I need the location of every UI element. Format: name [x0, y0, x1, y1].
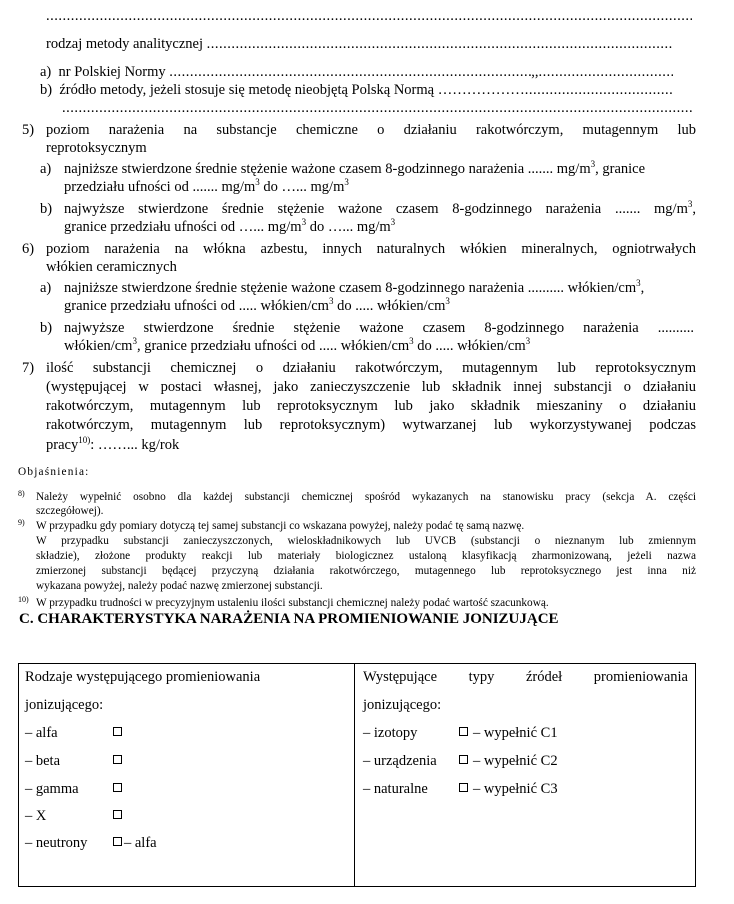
radiation-beta-label: – beta	[25, 753, 61, 769]
ellipsis: ………………	[437, 82, 525, 98]
fn10-line1: W przypadku trudności w precyzyjnym ustaleniu ilości substancji chemicznej należy podać wartość szacunkową.	[36, 597, 549, 609]
radiation-alfa-checkbox[interactable]	[113, 727, 122, 736]
source-izotopy-action: – wypełnić C1	[473, 725, 558, 741]
fn9-line3: składzie), złożone produkty reakcji lub materiały biologicznez ustaloną klasyfikacją zharmonizowaną, jeżeli nazwa	[36, 550, 696, 562]
left-header-line1: Rodzaje występującego promieniowania	[25, 669, 261, 685]
table-divider	[354, 663, 355, 887]
source-urzadzenia-checkbox[interactable]	[459, 755, 468, 764]
radiation-alfa-label: – alfa	[25, 725, 58, 741]
item5-a-line1: najniższe stwierdzone średnie stężenie ważone czasem 8-godzinnego narażenia ....... $mg/m^3$, granice	[64, 159, 646, 177]
radiation-gamma-label: – gamma	[25, 781, 79, 797]
item7-number: 7)	[22, 360, 35, 376]
right-header-line1: Występujące typy źródeł promieniowania	[363, 669, 688, 685]
item7-line2: (występującej w postaci własnej, jako zanieczyszczenie lub składnik innej substancji o działaniu	[46, 379, 696, 395]
item5-number: 5)	[22, 122, 35, 138]
radiation-x-row	[25, 807, 46, 825]
item5-b-line1: najwyższe stwierdzone średnie stężenie ważone czasem 8-godzinnego narażenia ....... $mg/m^3$,	[64, 199, 696, 217]
item7-line4: rakotwórczym, mutagennym lub reprotoksycznym) wytwarzanej lub wykorzystywanej podczas	[46, 417, 696, 433]
radiation-gamma-row	[25, 780, 79, 798]
radiation-x-label: – X	[25, 808, 47, 824]
separator: ,,	[531, 64, 539, 80]
radiation-table	[18, 663, 696, 887]
item6-line2: włókien ceramicznych	[46, 259, 177, 275]
fn9-marker: 9)	[18, 518, 25, 527]
item5-line1: poziom narażenia na substancje chemiczne o działaniu rakotwórczym, mutagennym lub	[46, 122, 696, 138]
item6-number: 6)	[22, 241, 35, 257]
fn9-line5: wykazana powyżej, należy podać nazwę zmierzonej substancji.	[36, 580, 323, 592]
radiation-beta-row	[25, 752, 60, 770]
fn9-line1: W przypadku gdy pomiary dotyczą tej samej substancji co wskazana powyżej, należy podać tę samą nazwę.	[36, 520, 525, 532]
source-naturalne-checkbox[interactable]	[459, 783, 468, 792]
item5-b-line2: granice przedziału ufności od …... $mg/m^3$ do …... $mg/m^3$	[64, 217, 396, 235]
item6-b-marker: b)	[40, 320, 53, 336]
item5-a-marker: a)	[40, 161, 52, 177]
marker-b: b)	[40, 82, 53, 98]
fn8-line1: Należy wypełnić osobno dla każdej substancji chemicznej spośród wykazanych na stanowisku pracy (sekcja A. części	[36, 491, 696, 503]
marker-a: a)	[40, 64, 52, 80]
analytic-method-label: rodzaj metody analitycznej	[46, 36, 204, 52]
fn8-line2: szczegółowej).	[36, 505, 104, 517]
dotted-line-top	[46, 7, 692, 25]
item6-b-line1: najwyższe stwierdzone średnie stężenie ważone czasem 8-godzinnego narażenia ..........	[64, 320, 694, 336]
radiation-gamma-checkbox[interactable]	[113, 783, 122, 792]
right-header-line2: jonizującego:	[363, 697, 442, 713]
fn9-line4: zmierzonej substancji będącej przyczyną działania rakotwórczego, mutagennego lub reprotoksycznego jest inna niż	[36, 565, 696, 577]
fn10-marker: 10)	[18, 595, 29, 604]
radiation-beta-checkbox[interactable]	[113, 755, 122, 764]
source-urzadzenia-label: – urządzenia	[363, 753, 437, 769]
source-izotopy-label: – izotopy	[363, 725, 418, 741]
item5-line2: reprotoksycznym	[46, 140, 147, 156]
item6-a-marker: a)	[40, 280, 52, 296]
item7-line5: pracy$^{10)}$: ……... kg/rok	[46, 435, 180, 453]
method-source-row	[40, 81, 673, 99]
section-c-title: C. CHARAKTERYSTYKA NARAŻENIA NA PROMIENIOWANIE JONIZUJĄCE	[19, 611, 559, 627]
item6-b-line2: włókien/$cm^3$, granice przedziału ufności od ..... włókien/$cm^3$ do ..... włókien/$cm^3$	[64, 336, 531, 354]
source-naturalne-label: – naturalne	[363, 781, 428, 797]
analytic-method-row	[46, 35, 673, 53]
radiation-alfa-row	[25, 724, 58, 742]
radiation-neutrony-suffix: – alfa	[124, 835, 157, 851]
fn8-marker: 8)	[18, 489, 25, 498]
left-header-line2: jonizującego:	[25, 697, 104, 713]
source-naturalne-action: – wypełnić C3	[473, 781, 558, 797]
item7-line3: rakotwórczym, mutagennym lub reprotoksycznym lub jako składnik mieszaniny o działaniu	[46, 398, 696, 414]
source-izotopy-checkbox[interactable]	[459, 727, 468, 736]
item6-line1: poziom narażenia na włókna azbestu, innych naturalnych włókien mineralnych, ogniotrwałych	[46, 241, 696, 257]
dotted-line-2	[62, 99, 692, 117]
source-urzadzenia-action: – wypełnić C2	[473, 753, 558, 769]
radiation-neutrony-row	[25, 834, 87, 852]
item5-b-marker: b)	[40, 201, 53, 217]
fn9-line2: W przypadku substancji zanieczyszczonych, wieloskładnikowych lub UVCB (substancji o nieznanym lub zmiennym	[36, 535, 696, 547]
radiation-neutrony-checkbox[interactable]	[113, 837, 122, 846]
method-source-label: źródło metody, jeżeli stosuje się metodę nieobjętą Polską Normą	[59, 82, 435, 98]
polish-norm-row	[40, 63, 673, 81]
item6-a-line1: najniższe stwierdzone średnie stężenie ważone czasem 8-godzinnego narażenia .......... włókien/$cm^3$,	[64, 278, 645, 296]
radiation-x-checkbox[interactable]	[113, 810, 122, 819]
polish-norm-label: nr Polskiej Normy	[58, 64, 166, 80]
item5-a-line2: przedziału ufności od ....... $mg/m^3$ do …... $mg/m^3$	[64, 177, 349, 195]
notes-heading: Objaśnienia:	[18, 466, 90, 478]
item6-a-line2: granice przedziału ufności od ..... włókien/$cm^3$ do ..... włókien/$cm^3$	[64, 296, 450, 314]
radiation-neutrony-label: – neutrony	[25, 835, 88, 851]
item7-line1: ilość substancji chemicznej o działaniu rakotwórczym, mutagennym lub reprotoksycznym	[46, 360, 696, 376]
